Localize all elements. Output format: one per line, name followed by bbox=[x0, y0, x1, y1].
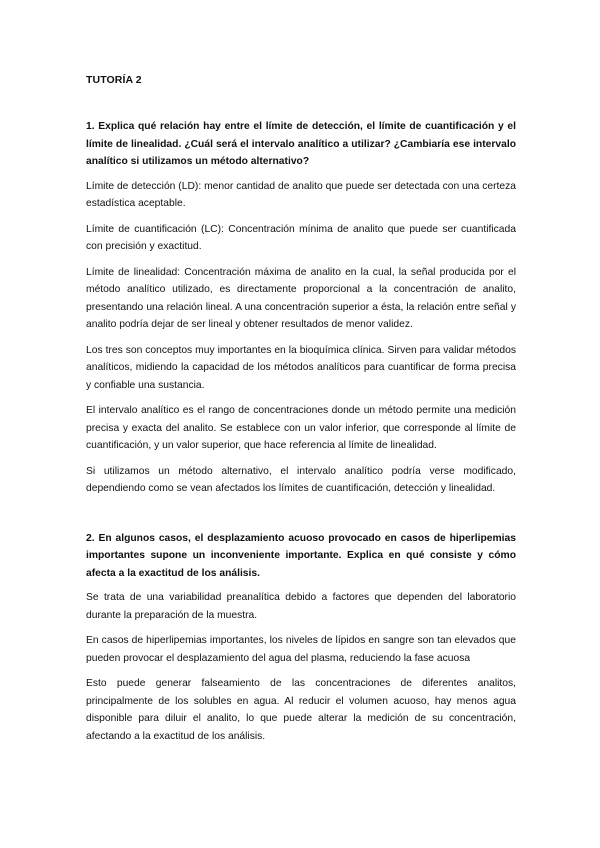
document-body bbox=[86, 118, 516, 753]
paragraph: Límite de cuantificación (LC): Concentración mínima de analito que puede ser cuantificada con precisión y exactitud. bbox=[86, 223, 516, 252]
paragraph: Límite de detección (LD): menor cantidad de analito que puede ser detectada con una certeza estadística aceptable. bbox=[86, 180, 516, 209]
paragraph: En casos de hiperlipemias importantes, los niveles de lípidos en sangre son tan elevados que pueden provocar el desplazamiento del agua del plasma, reduciendo la fase acuosa bbox=[86, 635, 516, 664]
paragraph: Si utilizamos un método alternativo, el intervalo analítico podría verse modificado, dependiendo como se vean afectados los límites de cuantificación, detección y linealidad. bbox=[86, 465, 516, 494]
paragraph: Se trata de una variabilidad preanalítica debido a factores que dependen del laboratorio durante la preparación de la muestra. bbox=[86, 592, 516, 621]
question-2: 2. En algunos casos, el desplazamiento acuoso provocado en casos de hiperlipemias importantes supone un inconveniente importante. Explica en qué consiste y cómo afecta a la exactitud de los análisis. bbox=[86, 532, 516, 579]
paragraph: El intervalo analítico es el rango de concentraciones donde un método permite una medición precisa y exacta del analito. Se establece con un valor inferior, que corresponde al límite de cuantificación, y un valor superior, que hace referencia al límite de linealidad. bbox=[86, 405, 516, 451]
paragraph: Esto puede generar falseamiento de las concentraciones de diferentes analitos, principalmente de los solubles en agua. Al reducir el volumen acuoso, hay menos agua disponible para diluir el analito, lo que puede alterar la medición de su concentración, afectando a la exactitud de los análisis. bbox=[86, 678, 516, 742]
paragraph: Los tres son conceptos muy importantes en la bioquímica clínica. Sirven para validar métodos analíticos, midiendo la capacidad de los métodos analíticos para cuantificar de forma precisa y confiable una sustancia. bbox=[86, 344, 516, 391]
paragraph: Límite de linealidad: Concentración máxima de analito en la cual, la señal producida por el método analítico utilizado, es directamente proporcional a la concentración de analito, presentando una relación lineal. A una concentración superior a ésta, la relación entre señal y analito podría dejar de ser lineal y obtener resultados de menor validez. bbox=[86, 266, 516, 330]
question-1: 1. Explica qué relación hay entre el límite de detección, el límite de cuantificación y el límite de linealidad. ¿Cuál será el intervalo analítico a utilizar? ¿Cambiaría ese intervalo analítico si utilizamos un método alternativo? bbox=[86, 121, 516, 167]
document-title: TUTORÍA 2 bbox=[86, 74, 142, 86]
section-spacer bbox=[86, 506, 516, 530]
